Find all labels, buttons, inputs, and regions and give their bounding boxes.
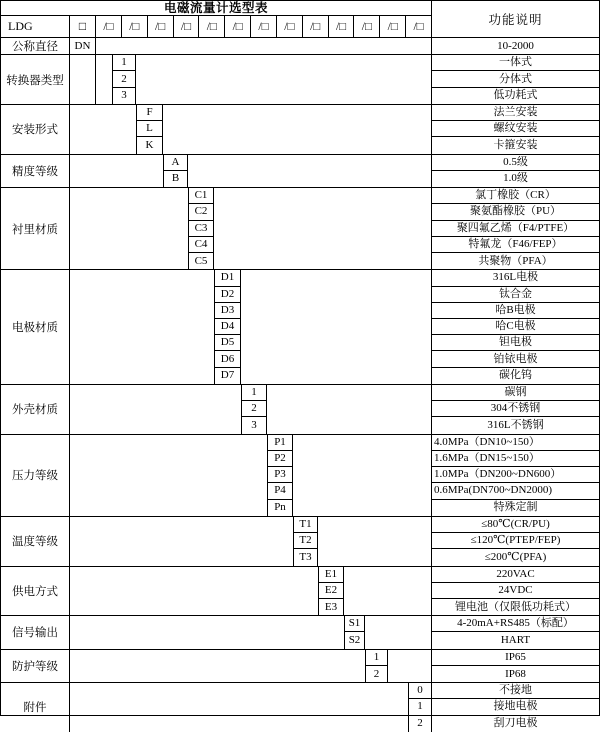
description-cell: 接地电极 <box>431 699 599 715</box>
empty-cell <box>241 335 431 351</box>
description-cell: IP65 <box>431 650 599 666</box>
description-cell: ≤120℃(PTEP/FEP) <box>431 533 599 549</box>
row-group <box>1 154 599 187</box>
code-cell: 2 <box>408 716 431 732</box>
empty-cell <box>70 155 163 171</box>
empty-cell <box>344 599 431 615</box>
empty-cell <box>70 221 188 237</box>
description-cell: 一体式 <box>431 55 599 71</box>
group-rows <box>70 105 599 154</box>
empty-cell <box>293 500 431 516</box>
empty-cell <box>241 270 431 286</box>
description-cell: 0.5级 <box>431 155 599 171</box>
option-row <box>70 467 599 483</box>
option-row <box>70 483 599 499</box>
option-row <box>70 549 599 565</box>
description-cell: 刮刀电极 <box>431 716 599 732</box>
code-cell: 1 <box>408 699 431 715</box>
empty-cell <box>70 319 214 335</box>
description-cell: 特氟龙（F46/FEP） <box>431 237 599 253</box>
option-row <box>70 666 599 682</box>
group-rows <box>70 650 599 682</box>
group-label: 压力等级 <box>1 435 70 516</box>
model-code-slot: /□ <box>251 16 277 37</box>
group-rows <box>70 616 599 648</box>
empty-cell <box>293 467 431 483</box>
empty-cell <box>70 599 318 615</box>
description-cell: 0.6MPa(DN700~DN2000) <box>431 483 599 499</box>
code-cell: C5 <box>188 253 214 269</box>
model-code-row <box>1 16 431 37</box>
option-row <box>70 88 599 104</box>
option-row <box>70 716 599 732</box>
option-row <box>70 599 599 615</box>
code-cell: P4 <box>267 483 293 499</box>
description-cell: ≤80℃(CR/PU) <box>431 517 599 533</box>
code-cell: 3 <box>112 88 136 104</box>
model-code-slot: /□ <box>122 16 148 37</box>
code-cell: 0 <box>408 683 431 699</box>
empty-cell <box>241 351 431 367</box>
option-row <box>70 319 599 335</box>
table-header <box>1 1 599 38</box>
description-cell: 24VDC <box>431 583 599 599</box>
empty-cell <box>214 253 431 269</box>
option-row <box>70 401 599 417</box>
description-cell: 钛合金 <box>431 287 599 303</box>
empty-cell <box>70 666 365 682</box>
empty-cell <box>70 253 188 269</box>
row-group <box>1 566 599 616</box>
table-body <box>1 38 599 732</box>
empty-cell <box>365 632 431 648</box>
code-cell: S1 <box>344 616 365 632</box>
code-cell: D1 <box>214 270 241 286</box>
empty-cell <box>214 204 431 220</box>
empty-cell <box>70 55 96 71</box>
empty-cell <box>344 567 431 583</box>
empty-cell <box>318 549 431 565</box>
empty-cell <box>70 500 267 516</box>
empty-cell <box>70 699 408 715</box>
empty-cell <box>241 287 431 303</box>
description-cell: 1.6MPa（DN15~150） <box>431 451 599 467</box>
option-row <box>70 650 599 666</box>
code-cell: S2 <box>344 632 365 648</box>
row-group <box>1 104 599 154</box>
code-cell: T2 <box>293 533 318 549</box>
model-code-slots <box>96 16 431 37</box>
empty-cell <box>293 435 431 451</box>
empty-cell <box>70 483 267 499</box>
description-cell: 铂铱电极 <box>431 351 599 367</box>
option-row <box>70 253 599 269</box>
model-code-slot: /□ <box>354 16 380 37</box>
model-code-slot: /□ <box>96 16 122 37</box>
model-code-slot: /□ <box>148 16 174 37</box>
empty-cell <box>70 632 344 648</box>
option-row <box>70 237 599 253</box>
option-row <box>70 517 599 533</box>
empty-cell <box>241 319 431 335</box>
group-label: 外壳材质 <box>1 385 70 434</box>
description-cell: 分体式 <box>431 71 599 87</box>
description-cell: 4.0MPa（DN10~150） <box>431 435 599 451</box>
series-code: LDG <box>1 16 70 37</box>
empty-cell <box>70 616 344 632</box>
code-cell: D3 <box>214 303 241 319</box>
empty-cell <box>388 650 431 666</box>
option-row <box>70 155 599 171</box>
empty-cell <box>70 451 267 467</box>
empty-cell <box>136 55 431 71</box>
description-cell: 低功耗式 <box>431 88 599 104</box>
description-cell: 聚氨酯橡胶（PU） <box>431 204 599 220</box>
code-cell: 3 <box>241 417 267 433</box>
group-label: 温度等级 <box>1 517 70 566</box>
option-row <box>70 335 599 351</box>
description-cell: IP68 <box>431 666 599 682</box>
code-cell: T3 <box>293 549 318 565</box>
group-rows <box>70 188 599 269</box>
option-row <box>70 121 599 137</box>
code-cell: P1 <box>267 435 293 451</box>
option-row <box>70 204 599 220</box>
empty-cell <box>70 335 214 351</box>
option-row <box>70 55 599 71</box>
empty-cell <box>70 171 163 187</box>
description-cell: 220VAC <box>431 567 599 583</box>
option-row <box>70 616 599 632</box>
group-rows <box>70 270 599 384</box>
code-cell: D6 <box>214 351 241 367</box>
option-row <box>70 287 599 303</box>
group-label: 防护等级 <box>1 650 70 682</box>
empty-cell <box>188 171 431 187</box>
description-cell: ≤200℃(PFA) <box>431 549 599 565</box>
row-group <box>1 187 599 269</box>
description-cell: 316L不锈钢 <box>431 417 599 433</box>
function-column-header: 功能说明 <box>431 1 599 37</box>
description-cell: 法兰安装 <box>431 105 599 121</box>
group-rows <box>70 683 599 732</box>
option-row <box>70 417 599 433</box>
group-rows <box>70 38 599 54</box>
model-code-slot: /□ <box>174 16 200 37</box>
group-label: 供电方式 <box>1 567 70 616</box>
description-cell: 螺纹安装 <box>431 121 599 137</box>
empty-cell <box>70 650 365 666</box>
code-cell: T1 <box>293 517 318 533</box>
row-group <box>1 516 599 566</box>
empty-cell <box>96 55 112 71</box>
option-row <box>70 500 599 516</box>
option-row <box>70 38 599 54</box>
code-cell: 2 <box>112 71 136 87</box>
code-cell: 2 <box>241 401 267 417</box>
empty-cell <box>136 88 431 104</box>
empty-cell <box>188 155 431 171</box>
option-row <box>70 567 599 583</box>
row-group <box>1 615 599 648</box>
code-cell: K <box>136 137 163 153</box>
empty-cell <box>267 417 431 433</box>
code-cell: B <box>163 171 188 187</box>
description-cell: 4-20mA+RS485（标配） <box>431 616 599 632</box>
code-cell: E2 <box>318 583 344 599</box>
code-cell: C3 <box>188 221 214 237</box>
empty-cell <box>70 287 214 303</box>
empty-cell <box>241 303 431 319</box>
code-cell: D5 <box>214 335 241 351</box>
empty-cell <box>344 583 431 599</box>
option-row <box>70 435 599 451</box>
description-cell: 氯丁橡胶（CR） <box>431 188 599 204</box>
empty-cell <box>136 71 431 87</box>
empty-cell <box>163 121 431 137</box>
code-cell: D4 <box>214 319 241 335</box>
model-code-slot: /□ <box>277 16 303 37</box>
option-row <box>70 71 599 87</box>
code-cell: P2 <box>267 451 293 467</box>
empty-cell <box>96 88 112 104</box>
group-label: 信号输出 <box>1 616 70 648</box>
option-row <box>70 188 599 204</box>
option-row <box>70 221 599 237</box>
empty-cell <box>70 105 136 121</box>
empty-cell <box>70 204 188 220</box>
empty-cell <box>163 137 431 153</box>
code-cell: D7 <box>214 368 241 384</box>
option-row <box>70 533 599 549</box>
row-group <box>1 38 599 54</box>
option-row <box>70 303 599 319</box>
group-label: 电极材质 <box>1 270 70 384</box>
empty-cell <box>70 137 136 153</box>
model-code-slot: /□ <box>413 20 424 33</box>
model-code-slot: /□ <box>225 16 251 37</box>
group-label: 衬里材质 <box>1 188 70 269</box>
empty-cell <box>214 237 431 253</box>
empty-cell <box>214 221 431 237</box>
empty-cell <box>365 616 431 632</box>
description-cell: 卡箍安装 <box>431 137 599 153</box>
header-left <box>1 1 431 37</box>
description-cell: 聚四氟乙烯（F4/PTFE） <box>431 221 599 237</box>
empty-cell <box>70 188 188 204</box>
description-cell: 钽电极 <box>431 335 599 351</box>
empty-cell <box>70 401 241 417</box>
empty-cell <box>96 38 431 54</box>
empty-cell <box>163 105 431 121</box>
option-row <box>70 699 599 715</box>
code-cell: E3 <box>318 599 344 615</box>
empty-cell <box>318 517 431 533</box>
code-cell: P3 <box>267 467 293 483</box>
description-cell: 304不锈钢 <box>431 401 599 417</box>
empty-cell <box>70 417 241 433</box>
group-rows <box>70 385 599 434</box>
group-rows <box>70 55 599 104</box>
empty-cell <box>70 385 241 401</box>
code-cell: C2 <box>188 204 214 220</box>
group-label: 公称直径 <box>1 38 70 54</box>
description-cell: 1.0MPa（DN200~DN600） <box>431 467 599 483</box>
model-code-box: □ <box>70 16 96 37</box>
empty-cell <box>70 270 214 286</box>
empty-cell <box>267 401 431 417</box>
group-rows <box>70 155 599 187</box>
empty-cell <box>70 683 408 699</box>
model-code-slot: /□ <box>199 16 225 37</box>
description-cell: HART <box>431 632 599 648</box>
row-group <box>1 54 599 104</box>
empty-cell <box>318 533 431 549</box>
row-group <box>1 434 599 516</box>
code-cell: A <box>163 155 188 171</box>
row-group <box>1 649 599 682</box>
empty-cell <box>70 435 267 451</box>
empty-cell <box>70 368 214 384</box>
code-cell: DN <box>70 38 96 54</box>
empty-cell <box>70 533 293 549</box>
empty-cell <box>70 517 293 533</box>
description-cell: 10-2000 <box>431 38 599 54</box>
code-cell: L <box>136 121 163 137</box>
option-row <box>70 171 599 187</box>
group-label: 精度等级 <box>1 155 70 187</box>
empty-cell <box>388 666 431 682</box>
table-title: 电磁流量计选型表 <box>1 1 431 16</box>
option-row <box>70 105 599 121</box>
group-label: 安装形式 <box>1 105 70 154</box>
empty-cell <box>267 385 431 401</box>
option-row <box>70 385 599 401</box>
empty-cell <box>70 71 96 87</box>
code-cell: 1 <box>112 55 136 71</box>
option-row <box>70 351 599 367</box>
row-group <box>1 682 599 732</box>
option-row <box>70 368 599 384</box>
model-code-slot: /□ <box>329 16 355 37</box>
empty-cell <box>293 451 431 467</box>
empty-cell <box>70 121 136 137</box>
empty-cell <box>70 567 318 583</box>
group-label: 附件 <box>1 683 70 732</box>
description-cell: 锂电池（仅限低功耗式） <box>431 599 599 615</box>
row-group <box>1 269 599 384</box>
option-row <box>70 583 599 599</box>
description-cell: 碳化钨 <box>431 368 599 384</box>
description-cell: 316L电极 <box>431 270 599 286</box>
option-row <box>70 451 599 467</box>
empty-cell <box>70 467 267 483</box>
description-cell: 特殊定制 <box>431 500 599 516</box>
group-rows <box>70 517 599 566</box>
group-rows <box>70 567 599 616</box>
empty-cell <box>214 188 431 204</box>
empty-cell <box>293 483 431 499</box>
option-row <box>70 137 599 153</box>
model-code-slot: /□ <box>303 16 329 37</box>
empty-cell <box>96 71 112 87</box>
code-cell: 1 <box>365 650 388 666</box>
empty-cell <box>70 716 408 732</box>
description-cell: 碳钢 <box>431 385 599 401</box>
option-row <box>70 270 599 286</box>
code-cell: 2 <box>365 666 388 682</box>
description-cell: 1.0级 <box>431 171 599 187</box>
code-cell: 1 <box>241 385 267 401</box>
description-cell: 哈C电极 <box>431 319 599 335</box>
code-cell: D2 <box>214 287 241 303</box>
code-cell: C4 <box>188 237 214 253</box>
option-row <box>70 632 599 648</box>
description-cell: 哈B电极 <box>431 303 599 319</box>
empty-cell <box>70 303 214 319</box>
group-rows <box>70 435 599 516</box>
empty-cell <box>70 583 318 599</box>
empty-cell <box>70 351 214 367</box>
group-label: 转换器类型 <box>1 55 70 104</box>
row-group <box>1 384 599 434</box>
code-cell: Pn <box>267 500 293 516</box>
option-row <box>70 683 599 699</box>
code-cell: E1 <box>318 567 344 583</box>
empty-cell <box>70 88 96 104</box>
description-cell: 共聚物（PFA） <box>431 253 599 269</box>
empty-cell <box>70 549 293 565</box>
code-cell: C1 <box>188 188 214 204</box>
empty-cell <box>70 237 188 253</box>
code-cell: F <box>136 105 163 121</box>
model-code-slot: /□ <box>380 16 406 37</box>
empty-cell <box>241 368 431 384</box>
description-cell: 不接地 <box>431 683 599 699</box>
